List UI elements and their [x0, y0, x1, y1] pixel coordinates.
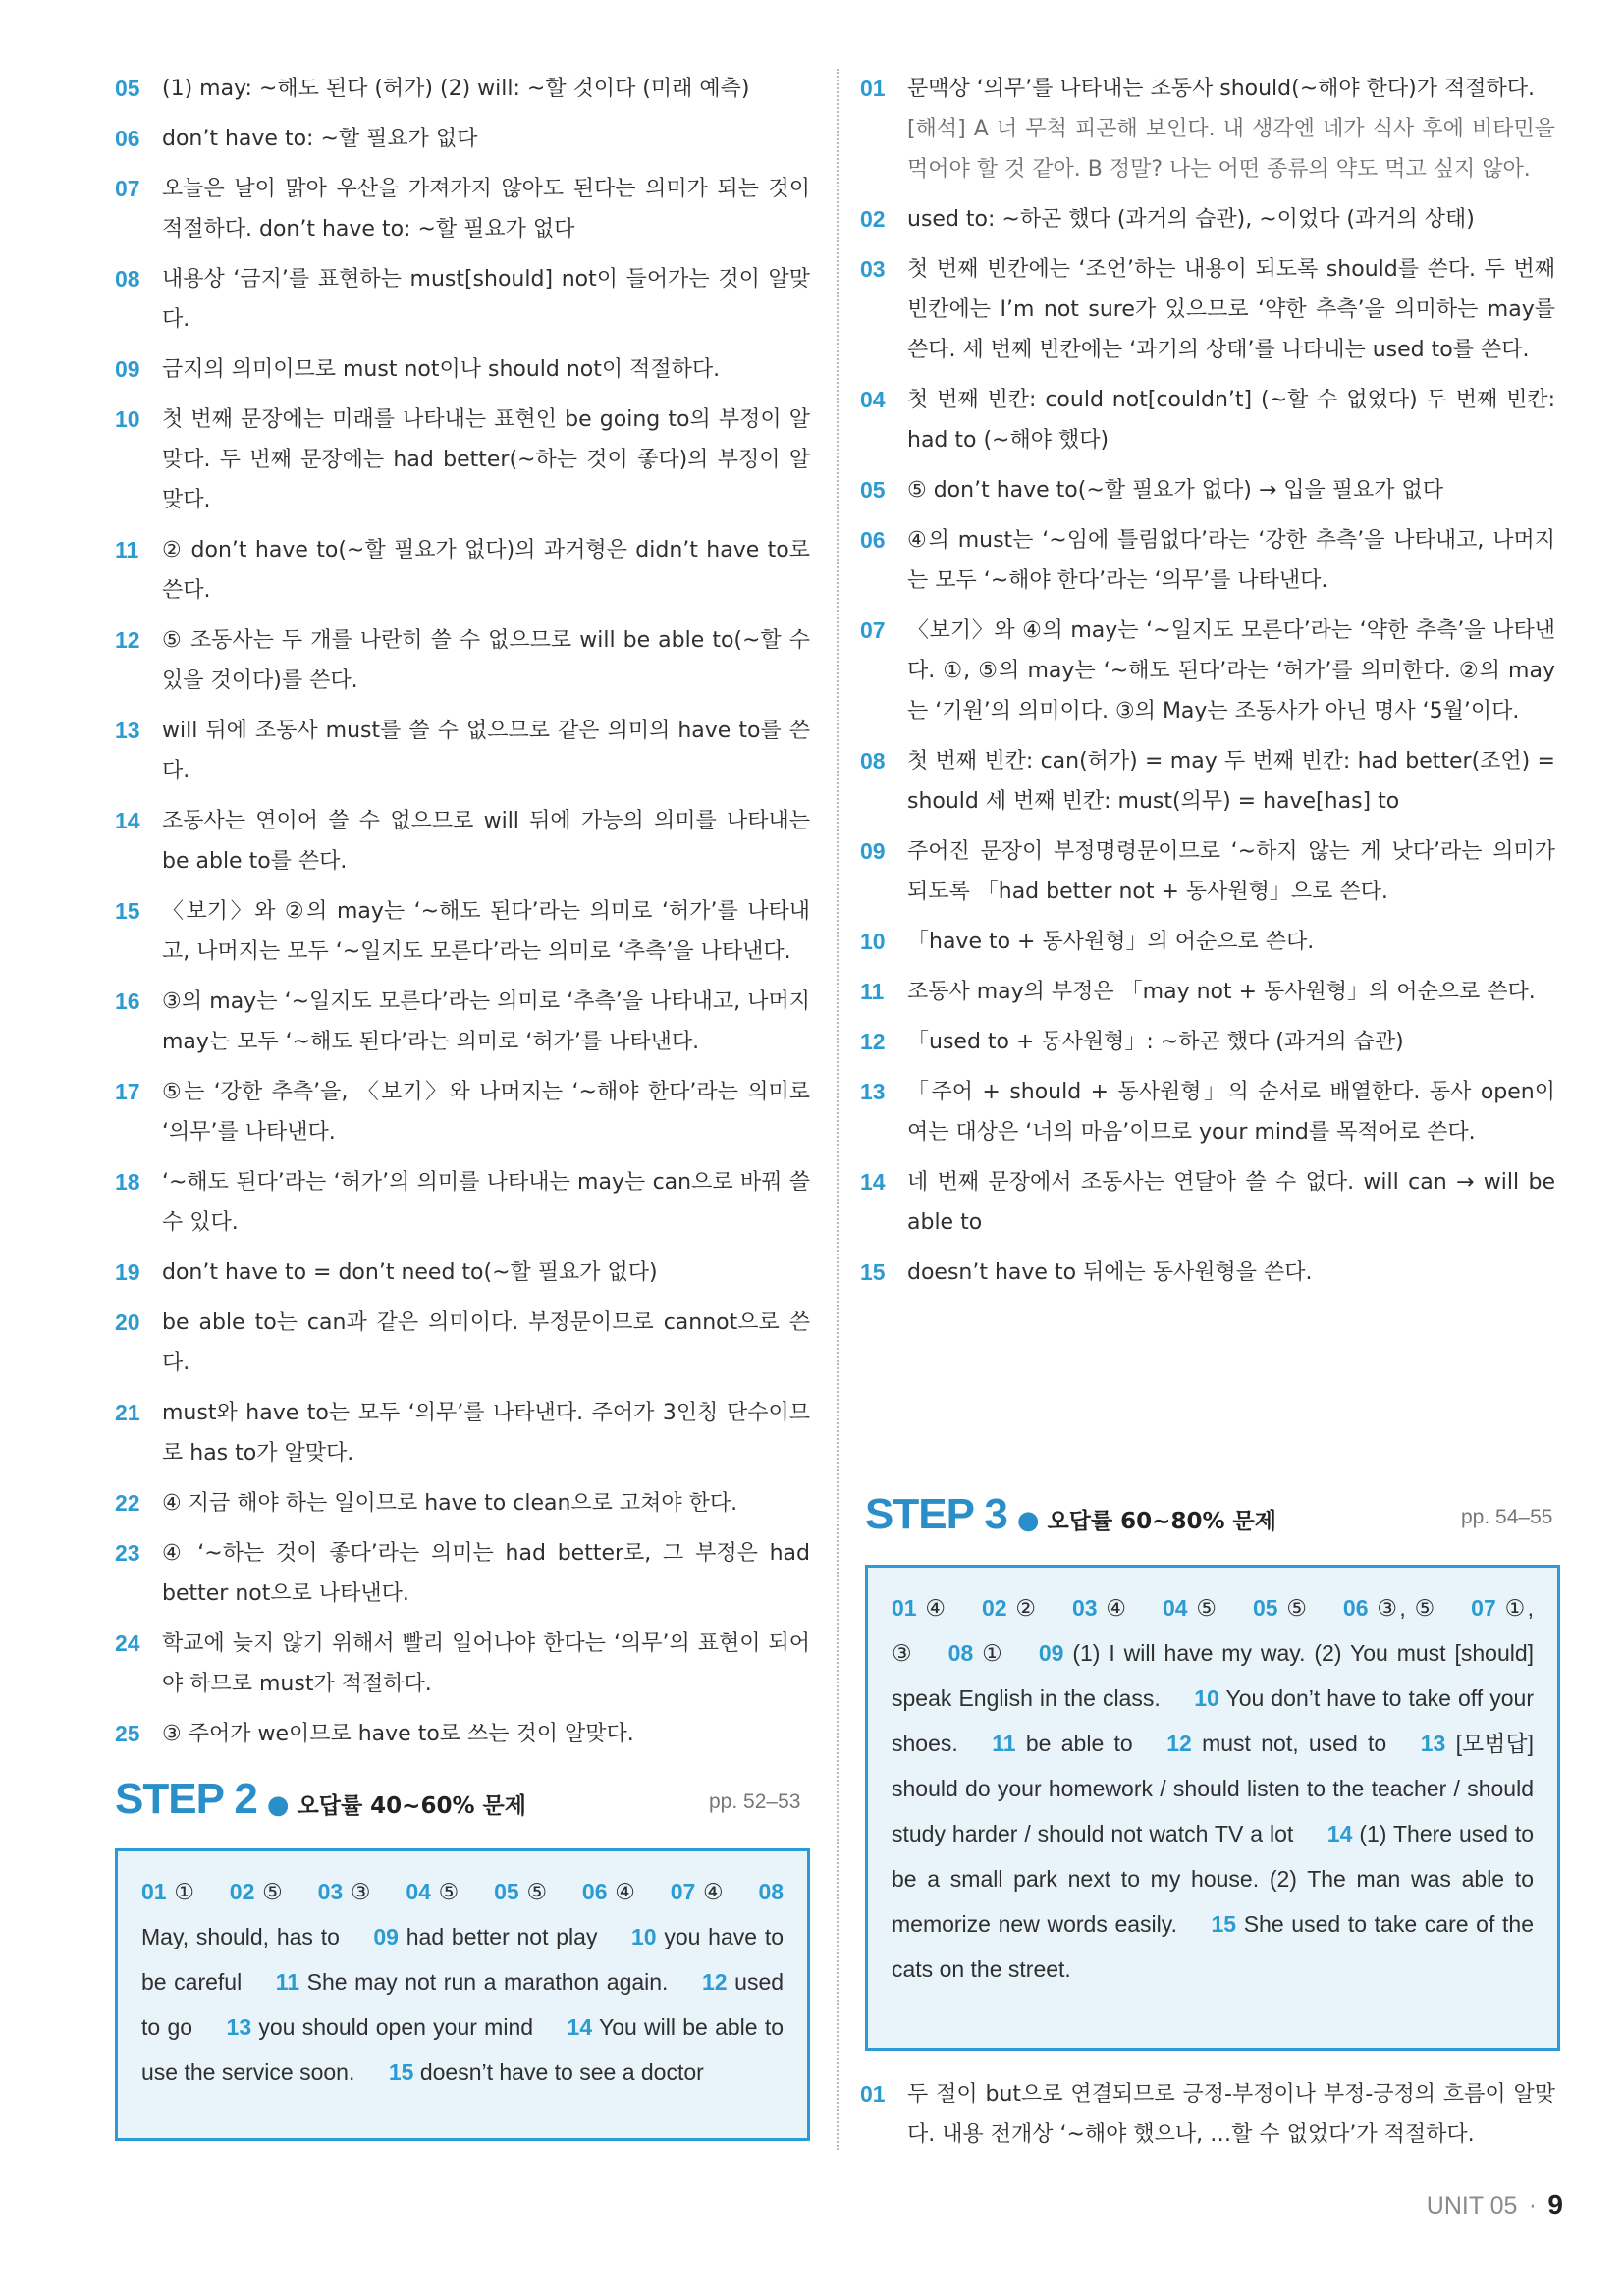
- item-text: [162, 620, 810, 701]
- answer-number: 11: [992, 1731, 1016, 1756]
- item-number: 18: [115, 1169, 140, 1195]
- answer-value: She used to take care of the cats on the street.: [892, 1911, 1534, 1982]
- answer-number: 02: [981, 1595, 1007, 1621]
- item-text: [907, 1162, 1555, 1243]
- item-main-text: ③ 주어가 we이므로 have to로 쓰는 것이 알맞다.: [162, 1722, 634, 1746]
- answer-value: ①, ③: [892, 1595, 1535, 1666]
- item-main-text: doesn’t have to 뒤에는 동사원형을 쓴다.: [907, 1260, 1313, 1285]
- answer-value: ⑤: [438, 1879, 460, 1904]
- explanation-item: [115, 169, 810, 249]
- answer-number: 13: [226, 2014, 252, 2040]
- item-translation: [해석] A 너 무척 피곤해 보인다. 내 생각엔 네가 식사 후에 비타민을 먹어야 할 것 같아. B 정말? 나는 어떤 종류의 약도 먹고 싶지 않아.: [907, 117, 1555, 182]
- answer-entry: [406, 1879, 460, 1904]
- answer-value: ⑤: [1286, 1595, 1310, 1621]
- answer-number: 12: [1166, 1731, 1192, 1756]
- explanation-item: [115, 119, 810, 159]
- item-number: 03: [860, 256, 886, 282]
- item-text: [907, 249, 1555, 370]
- answer-value: She may not run a marathon again.: [306, 1969, 669, 1995]
- item-main-text: ③의 may는 ‘~일지도 모른다’라는 의미로 ‘추측’을 나타내고, 나머지 may는 모두 ‘~해도 된다’라는 의미로 ‘허가’를 나타낸다.: [162, 989, 810, 1054]
- explanation-item: [860, 1162, 1555, 1243]
- explanation-item: [860, 199, 1555, 240]
- item-number: 20: [115, 1309, 140, 1335]
- answer-value: You will be able to use the service soon.: [141, 2014, 785, 2085]
- item-main-text: ④의 must는 ‘~임에 틀림없다’라는 ‘강한 추측’을 나타내고, 나머지는 모두 ‘~해야 한다’라는 ‘의무’를 나타낸다.: [907, 528, 1555, 593]
- item-text: [162, 259, 810, 340]
- item-number: 06: [115, 126, 140, 151]
- footer-separator: ·: [1529, 2195, 1537, 2219]
- item-main-text: be able to는 can과 같은 의미이다. 부정문이므로 cannot으로 쓴다.: [162, 1310, 810, 1375]
- item-number: 17: [115, 1079, 140, 1104]
- item-main-text: must와 have to는 모두 ‘의무’를 나타낸다. 주어가 3인칭 단수이므로 has to가 알맞다.: [162, 1401, 810, 1466]
- item-main-text: 조동사 may의 부정은 「may not + 동사원형」의 어순으로 쓴다.: [907, 980, 1536, 1004]
- answer-number: 15: [388, 2059, 414, 2085]
- answer-entry: [1166, 1731, 1386, 1756]
- answer-entry: [1072, 1595, 1128, 1621]
- answer-number: 01: [892, 1595, 917, 1621]
- item-text: [162, 1072, 810, 1152]
- answer-value: used to go: [141, 1969, 785, 2040]
- answer-entry: [389, 2059, 704, 2085]
- item-number: 08: [115, 266, 140, 292]
- explanation-item: [115, 259, 810, 340]
- item-main-text: 문맥상 ‘의무’를 나타내는 조동사 should(~해야 한다)가 적절하다.: [907, 77, 1535, 101]
- step3-pages: pp. 54–55: [1461, 1506, 1553, 1528]
- item-number: 14: [860, 1169, 886, 1195]
- explanation-item: [115, 1483, 810, 1523]
- explanation-item: [115, 349, 810, 390]
- item-number: 14: [115, 808, 140, 833]
- item-text: [907, 1022, 1555, 1062]
- answer-value: ③, ⑤: [1377, 1595, 1437, 1621]
- item-text: [162, 891, 810, 972]
- item-text: [162, 1162, 810, 1243]
- step2-subtitle: 오답률 40~60% 문제: [297, 1793, 526, 1819]
- answer-number: 13: [1420, 1731, 1446, 1756]
- answer-entry: [1343, 1595, 1437, 1621]
- answer-entry: [1163, 1595, 1218, 1621]
- item-text: [162, 1483, 810, 1523]
- item-number: 25: [115, 1721, 140, 1746]
- item-number: 16: [115, 988, 140, 1014]
- step3-header: [865, 1490, 1276, 1539]
- step3-dot-icon: ●: [1016, 1506, 1040, 1535]
- explanation-item: [115, 1393, 810, 1473]
- item-text: [162, 169, 810, 249]
- item-main-text: ② don’t have to(~할 필요가 없다)의 과거형은 didn’t have to로 쓴다.: [162, 538, 810, 603]
- item-main-text: 「주어 + should + 동사원형」의 순서로 배열한다. 동사 open이 여는 대상은 ‘너의 마음’이므로 your mind를 목적어로 쓴다.: [907, 1080, 1555, 1145]
- item-text: 두 절이 but으로 연결되므로 긍정-부정이나 부정-긍정의 흐름이 알맞다. 내용 전개상 ‘~해야 했으나, …할 수 없었다’가 적절하다.: [907, 2082, 1555, 2147]
- item-text: [907, 1253, 1555, 1293]
- explanation-item: [115, 711, 810, 791]
- item-number: 22: [115, 1490, 140, 1516]
- item-main-text: 첫 번째 빈칸에는 ‘조언’하는 내용이 되도록 should를 쓴다. 두 번째 빈칸에는 I’m not sure가 있으므로 ‘약한 추측’을 의미하는 may를 쓴다. 세 번째 빈칸에는 ‘과거의 상태’를 나타내는 used to를 쓴다.: [907, 257, 1555, 362]
- item-number: 10: [115, 406, 140, 432]
- explanation-item: [115, 891, 810, 972]
- explanation-item: [860, 1253, 1555, 1293]
- item-number: 04: [860, 387, 886, 412]
- item-number: 11: [115, 537, 139, 562]
- item-number: 15: [115, 898, 140, 924]
- item-main-text: 금지의 의미이므로 must not이나 should not이 적절하다.: [162, 357, 721, 382]
- item-main-text: ⑤는 ‘강한 추측’을, 〈보기〉와 나머지는 ‘~해야 한다’라는 의미로 ‘의무’를 나타낸다.: [162, 1080, 810, 1145]
- explanation-item: [115, 1253, 810, 1293]
- answer-number: 04: [1162, 1595, 1188, 1621]
- item-number: 02: [860, 206, 886, 232]
- item-number: 15: [860, 1259, 886, 1285]
- explanation-item: [860, 1072, 1555, 1152]
- answer-number: 07: [670, 1879, 696, 1904]
- item-text: [162, 982, 810, 1062]
- item-main-text: 〈보기〉와 ④의 may는 ‘~일지도 모른다’라는 ‘약한 추측’을 나타낸다. ①, ⑤의 may는 ‘~해도 된다’라는 ‘허가’를 의미한다. ②의 may는 ‘기원’의 의미이다. ③의 May는 조동사가 아닌 명사 ‘5월’이다.: [907, 618, 1555, 723]
- step2-answer-box: [115, 1848, 810, 2138]
- right-explanations: [860, 69, 1555, 1303]
- item-main-text: ④ ‘~하는 것이 좋다’라는 의미는 had better로, 그 부정은 had better not으로 나타낸다.: [162, 1541, 811, 1606]
- answer-number: 06: [581, 1879, 608, 1904]
- answer-value: ④: [925, 1595, 948, 1621]
- explanation-item: [115, 69, 810, 109]
- answer-number: 03: [317, 1879, 344, 1904]
- item-text: [162, 1533, 810, 1614]
- explanation-item: [115, 400, 810, 520]
- item-number: 01: [860, 76, 886, 101]
- item-number: 05: [860, 477, 886, 503]
- item-number: 07: [115, 176, 140, 201]
- item-text: [907, 199, 1555, 240]
- item-main-text: don’t have to: ~할 필요가 없다: [162, 127, 478, 151]
- explanation-item: [860, 1022, 1555, 1062]
- item-text: [162, 530, 810, 611]
- item-text: [162, 1624, 810, 1704]
- answer-entry: [141, 1879, 195, 1904]
- answer-entry: [276, 1969, 669, 1995]
- item-text: [907, 69, 1555, 189]
- answer-number: 02: [229, 1879, 255, 1904]
- explanation-item: [860, 2074, 1555, 2155]
- explanation-item: [860, 831, 1555, 912]
- step3-label: STEP 3: [865, 1490, 1007, 1538]
- item-main-text: don’t have to = don’t need to(~할 필요가 없다): [162, 1260, 658, 1285]
- item-number: 11: [860, 979, 885, 1004]
- item-main-text: 주어진 문장이 부정명령문이므로 ‘~하지 않는 게 낫다’라는 의미가 되도록 「had better not + 동사원형」으로 쓴다.: [907, 839, 1555, 904]
- item-main-text: will 뒤에 조동사 must를 쓸 수 없으므로 같은 의미의 have to를 쓴다.: [162, 719, 810, 783]
- answer-value: you should open your mind: [258, 2014, 534, 2040]
- item-text: [162, 1714, 810, 1754]
- answer-number: 08: [758, 1879, 785, 1904]
- item-number: 24: [115, 1630, 140, 1656]
- column-divider: [837, 69, 839, 2150]
- item-main-text: 오늘은 날이 맑아 우산을 가져가지 않아도 된다는 의미가 되는 것이 적절하다. don’t have to: ~할 필요가 없다: [162, 177, 810, 241]
- item-text: [162, 69, 810, 109]
- item-main-text: 「used to + 동사원형」: ~하곤 했다 (과거의 습관): [907, 1030, 1404, 1054]
- item-main-text: 〈보기〉와 ②의 may는 ‘~해도 된다’라는 의미로 ‘허가’를 나타내고, 나머지는 모두 ‘~일지도 모른다’라는 의미로 ‘추측’을 나타낸다.: [162, 899, 810, 964]
- answer-number: 11: [275, 1969, 300, 1995]
- item-number: 09: [860, 838, 886, 864]
- answer-entry: [948, 1640, 1005, 1666]
- answer-value: ①: [174, 1879, 196, 1904]
- answer-number: 04: [406, 1879, 431, 1904]
- step3-answers: [892, 1585, 1534, 1992]
- explanation-item: [860, 249, 1555, 370]
- item-text: [907, 922, 1555, 962]
- answer-value: ④: [703, 1879, 725, 1904]
- page-number: 9: [1547, 2189, 1563, 2219]
- answer-entry: [227, 2014, 534, 2040]
- item-main-text: ⑤ 조동사는 두 개를 나란히 쓸 수 없으므로 will be able to(~할 수 있을 것이다)를 쓴다.: [162, 628, 810, 693]
- explanation-item: [115, 1072, 810, 1152]
- item-main-text: 조동사는 연이어 쓸 수 없으므로 will 뒤에 가능의 의미를 나타내는 be able to를 쓴다.: [162, 809, 810, 874]
- answer-number: 12: [701, 1969, 728, 1995]
- answer-number: 05: [494, 1879, 519, 1904]
- answer-value: (1) There used to be a small park next to my house. (2) The man was able to memorize new words easily.: [892, 1821, 1535, 1937]
- explanation-item: [860, 922, 1555, 962]
- item-number: 07: [860, 617, 886, 643]
- answer-number: 09: [1038, 1640, 1064, 1666]
- answer-value: ⑤: [1196, 1595, 1219, 1621]
- explanation-item: [860, 972, 1555, 1012]
- unit-label: UNIT 05: [1426, 2192, 1518, 2219]
- step2-answers: [141, 1869, 784, 2095]
- item-main-text: 첫 번째 문장에는 미래를 나타내는 표현인 be going to의 부정이 알맞다. 두 번째 문장에는 had better(~하는 것이 좋다)의 부정이 알맞다.: [162, 407, 810, 512]
- item-text: [907, 611, 1555, 731]
- answer-number: 07: [1471, 1595, 1496, 1621]
- item-number: 06: [860, 527, 886, 553]
- answer-value: doesn’t have to see a doctor: [419, 2059, 704, 2085]
- answer-value: must not, used to: [1202, 1731, 1387, 1756]
- item-main-text: 첫 번째 빈칸: could not[couldn’t] (~할 수 없었다) 두 번째 빈칸: had to (~해야 했다): [907, 388, 1555, 453]
- answer-entry: [230, 1879, 284, 1904]
- answer-value: [모범답] should do your homework / should listen to the teacher / should study harder / should not watch TV a lot: [892, 1731, 1535, 1846]
- answer-entry: [1253, 1595, 1309, 1621]
- answer-entry: [373, 1924, 597, 1949]
- item-text: [907, 1072, 1555, 1152]
- item-text: [907, 380, 1555, 460]
- item-text: [162, 1393, 810, 1473]
- item-number: 10: [860, 929, 886, 954]
- item-main-text: ‘~해도 된다’라는 ‘허가’의 의미를 나타내는 may는 can으로 바꿔 쓸 수 있다.: [162, 1170, 810, 1235]
- step2-dot-icon: ●: [266, 1790, 290, 1820]
- item-main-text: ⑤ don’t have to(~할 필요가 없다) → 입을 필요가 없다: [907, 478, 1444, 503]
- item-text: [907, 972, 1555, 1012]
- answer-number: 10: [630, 1924, 657, 1949]
- item-text: [907, 831, 1555, 912]
- item-main-text: 첫 번째 빈칸: can(허가) = may 두 번째 빈칸: had better(조언) = should 세 번째 빈칸: must(의무) = have[has] to: [907, 749, 1555, 814]
- item-main-text: 학교에 늦지 않기 위해서 빨리 일어나야 한다는 ‘의무’의 표현이 되어야 하므로 must가 적절하다.: [162, 1631, 810, 1696]
- answer-number: 05: [1252, 1595, 1278, 1621]
- explanation-item: [860, 69, 1555, 189]
- item-number: 12: [115, 627, 140, 653]
- item-text: [907, 470, 1555, 510]
- answer-value: ①: [982, 1640, 1005, 1666]
- item-main-text: used to: ~하곤 했다 (과거의 습관), ~이었다 (과거의 상태): [907, 207, 1475, 232]
- explanation-item: [115, 1714, 810, 1754]
- item-main-text: 내용상 ‘금지’를 표현하는 must[should] not이 들어가는 것이 알맞다.: [162, 267, 810, 332]
- answer-number: 14: [567, 2014, 593, 2040]
- explanation-item: [115, 1624, 810, 1704]
- explanation-item: [860, 520, 1555, 601]
- answer-value: May, should, has to: [141, 1924, 340, 1949]
- explanation-item: [860, 741, 1555, 822]
- answer-number: 10: [1194, 1685, 1219, 1711]
- item-main-text: 네 번째 문장에서 조동사는 연달아 쓸 수 없다. will can → will be able to: [907, 1170, 1555, 1235]
- answer-entry: [318, 1879, 372, 1904]
- step2-label: STEP 2: [115, 1775, 257, 1823]
- explanation-item: [115, 1533, 810, 1614]
- answer-number: 15: [1211, 1911, 1237, 1937]
- item-number: 21: [115, 1400, 140, 1425]
- explanation-item: [115, 1303, 810, 1383]
- explanation-item: [115, 982, 810, 1062]
- step3-answer-box: [865, 1565, 1560, 2048]
- answer-value: ②: [1015, 1595, 1039, 1621]
- explanation-item: [860, 470, 1555, 510]
- item-main-text: 「have to + 동사원형」의 어순으로 쓴다.: [907, 930, 1315, 954]
- answer-entry: [982, 1595, 1038, 1621]
- answer-number: 09: [373, 1924, 399, 1949]
- step2-header: [115, 1775, 526, 1824]
- explanation-item: [860, 380, 1555, 460]
- page-footer: [1427, 2189, 1563, 2220]
- explanation-item: [115, 801, 810, 881]
- item-text: [162, 711, 810, 791]
- item-number: 13: [860, 1079, 886, 1104]
- item-text: [162, 349, 810, 390]
- item-main-text: ④ 지금 해야 하는 일이므로 have to clean으로 고쳐야 한다.: [162, 1491, 738, 1516]
- item-text: [907, 520, 1555, 601]
- answer-number: 08: [947, 1640, 974, 1666]
- item-number: 08: [860, 748, 886, 774]
- answer-value: had better not play: [406, 1924, 598, 1949]
- answer-number: 03: [1071, 1595, 1098, 1621]
- answer-value: be able to: [1025, 1731, 1133, 1756]
- answer-entry: [671, 1879, 725, 1904]
- answer-value: (1) I will have my way. (2) You must [should] speak English in the class.: [892, 1640, 1535, 1711]
- explanation-item: [860, 611, 1555, 731]
- item-number: 12: [860, 1029, 886, 1054]
- answer-number: 14: [1326, 1821, 1353, 1846]
- step2-pages: pp. 52–53: [709, 1790, 801, 1813]
- item-text: [907, 741, 1555, 822]
- answer-entry: [892, 1595, 947, 1621]
- explanation-item: [115, 530, 810, 611]
- item-number: 05: [115, 76, 140, 101]
- item-number: 23: [115, 1540, 140, 1566]
- answer-entry: [992, 1731, 1132, 1756]
- answer-number: 01: [141, 1879, 167, 1904]
- item-number: 09: [115, 356, 140, 382]
- answer-number: 06: [1342, 1595, 1369, 1621]
- item-text: [162, 1253, 810, 1293]
- item-number: 13: [115, 718, 140, 743]
- answer-value: ⑤: [262, 1879, 285, 1904]
- item-main-text: (1) may: ~해도 된다 (허가) (2) will: ~할 것이다 (미래 예측): [162, 77, 750, 101]
- item-text: [162, 801, 810, 881]
- left-explanations: [115, 69, 810, 1764]
- item-number: 19: [115, 1259, 140, 1285]
- answer-entry: [494, 1879, 548, 1904]
- step3-subtitle: 오답률 60~80% 문제: [1047, 1509, 1276, 1534]
- item-number: 01: [860, 2081, 886, 2107]
- explanation-item: [115, 1162, 810, 1243]
- answer-value: you have to be careful: [141, 1924, 785, 1995]
- answer-value: ⑤: [526, 1879, 549, 1904]
- explanation-item: [115, 620, 810, 701]
- answer-entry: [582, 1879, 636, 1904]
- answer-value: ③: [350, 1879, 372, 1904]
- step3-explanations: [860, 2074, 1555, 2164]
- answer-value: ④: [615, 1879, 637, 1904]
- item-text: [162, 400, 810, 520]
- item-text: [162, 119, 810, 159]
- answer-value: ④: [1106, 1595, 1129, 1621]
- item-text: [162, 1303, 810, 1383]
- answer-value: You don’t have to take off your shoes.: [892, 1685, 1534, 1756]
